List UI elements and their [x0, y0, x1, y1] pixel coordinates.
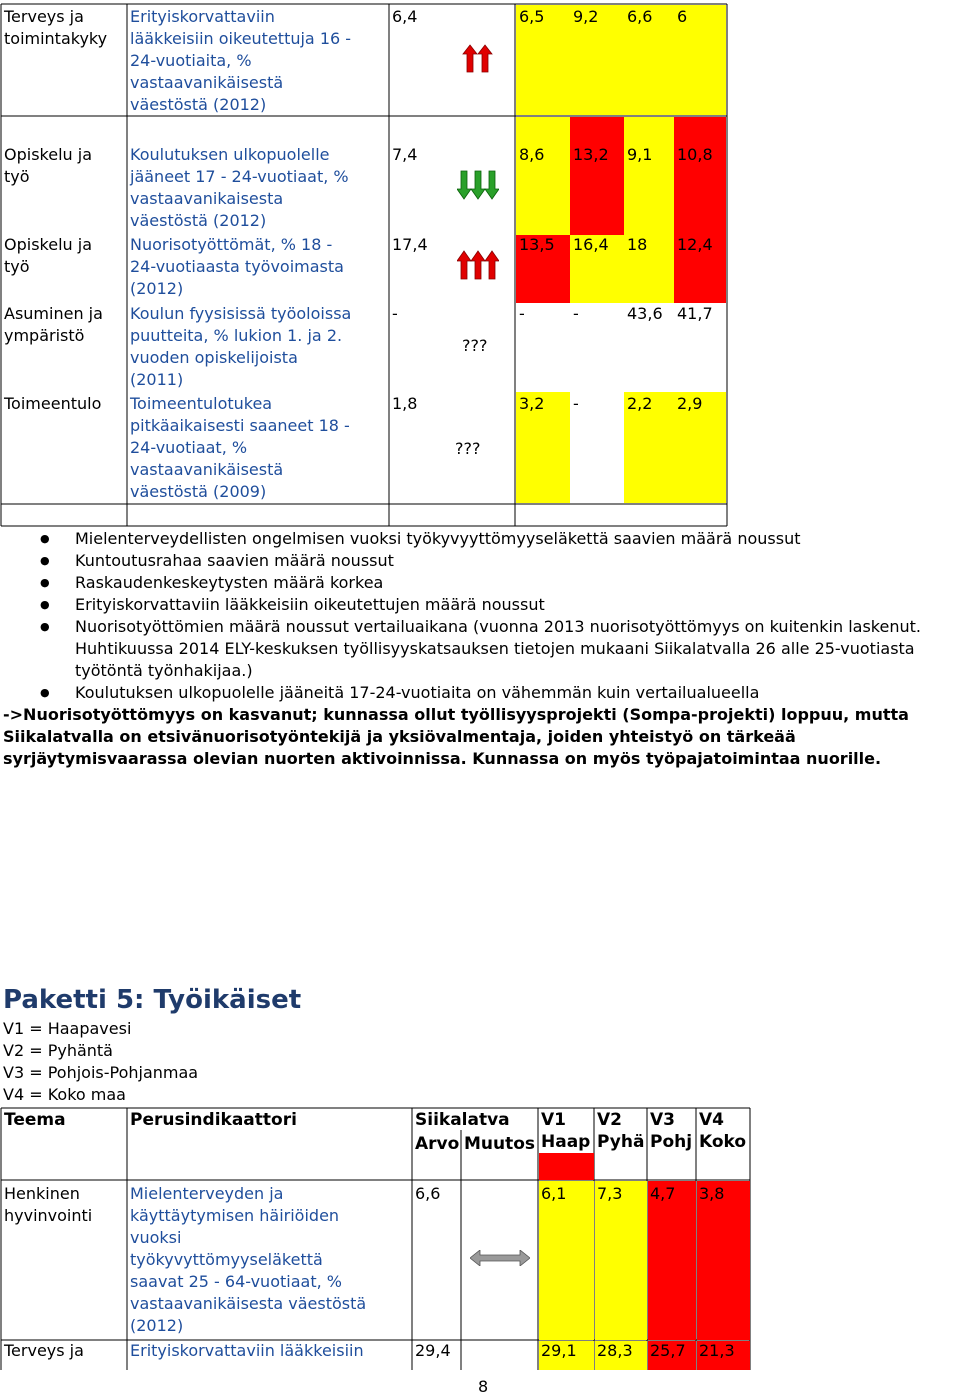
- row2-v2: 13,2: [573, 145, 609, 164]
- color-cell-r2-v1: [516, 117, 570, 235]
- header-v4-sub: Koko: [699, 1132, 747, 1152]
- header-indicator: Perusindikaattori: [130, 1110, 297, 1130]
- page-number: 8: [478, 1377, 489, 1396]
- header-siikalatva: Siikalatva: [415, 1110, 510, 1130]
- row3-v3: 18: [627, 235, 648, 254]
- row4-v2: -: [573, 304, 579, 323]
- legend-item: V2 = Pyhäntä: [3, 1041, 113, 1060]
- row2-value: 7,4: [392, 145, 418, 164]
- row3-indicator: Nuorisotyöttömät, % 18 - 24-vuotiaasta työvoimasta (2012): [130, 235, 344, 298]
- color-cell-r2-v4: [674, 117, 726, 235]
- brow2-v1: 29,1: [541, 1341, 577, 1360]
- list-item: ● Mielenterveydellisten ongelmisen vuoksi työkyvyyttömyyseläkettä saavien määrä noussut: [0, 528, 960, 550]
- row4-v4: 41,7: [677, 304, 713, 323]
- findings-list: [0, 528, 960, 704]
- row1-theme: Terveys ja toimintakyky: [4, 7, 108, 48]
- row4-trend: ???: [462, 336, 488, 355]
- row1-v1: 6,5: [519, 7, 545, 26]
- brow1-value: 6,6: [415, 1184, 441, 1203]
- header-theme: Teema: [4, 1110, 66, 1130]
- row2-v4: 10,8: [677, 145, 713, 164]
- row4-value: -: [392, 304, 398, 323]
- color-cell-r1-v1: [516, 5, 726, 115]
- header-v3-sub: Pohj: [650, 1132, 693, 1152]
- header-v2: V2: [597, 1110, 622, 1130]
- list-item: ● Kuntoutusrahaa saavien määrä noussut: [0, 550, 960, 572]
- header-v1-color: [539, 1153, 594, 1180]
- list-item: ● Koulutuksen ulkopuolelle jääneitä 17-24-vuotiaita on vähemmän kuin vertailualueella: [0, 682, 960, 704]
- trend-down-arrows-icon: [457, 170, 499, 200]
- trend-up-arrows-icon: [457, 250, 499, 280]
- brow1-indicator: Mielenterveyden ja käyttäytymisen häiriöiden vuoksi työkyvyttömyyseläkettä saavat 25 - 64-vuotiaat, % vastaavanikäisesta väestöstä (2012): [130, 1184, 367, 1335]
- row5-v4: 2,9: [677, 394, 703, 413]
- legend-item: V4 = Koko maa: [3, 1085, 126, 1104]
- row2-v3: 9,1: [627, 145, 653, 164]
- list-item: ● Erityiskorvattaviin lääkkeisiin oikeutettujen määrä noussut: [0, 594, 960, 616]
- row3-theme: Opiskelu ja työ: [4, 235, 92, 276]
- brow1-v1: 6,1: [541, 1184, 567, 1203]
- brow1-v2: 7,3: [597, 1184, 623, 1203]
- row5-v2: -: [573, 394, 579, 413]
- legend-item: V1 = Haapavesi: [3, 1019, 132, 1038]
- legend-item: V3 = Pohjois-Pohjanmaa: [3, 1063, 199, 1082]
- row4-v3: 43,6: [627, 304, 663, 323]
- header-v1-sub: Haap: [541, 1132, 591, 1152]
- section-title: Paketti 5: Työikäiset: [3, 985, 302, 1015]
- brow2-value: 29,4: [415, 1341, 451, 1360]
- row5-indicator: Toimeentulotukea pitkäaikaisesti saaneet 18 - 24-vuotiaat, % vastaavanikäisestä väestöstä (2009): [130, 394, 350, 501]
- brow1-theme: Henkinen hyvinvointi: [4, 1184, 93, 1225]
- brow1-v3: 4,7: [650, 1184, 676, 1203]
- color-cell-r2-v2: [570, 117, 624, 235]
- row1-value: 6,4: [392, 7, 418, 26]
- row3-v4: 12,4: [677, 235, 713, 254]
- summary-paragraph: ->Nuorisotyöttömyys on kasvanut; kunnassa ollut työllisyysprojekti (Sompa-projekti) loppuu, mutta Siikalatvalla on etsivänuorisotyöntekijä ja yksiövalmentaja, joiden yhteistyö on tärkeää syrjäytymisvaarassa olevian nuorten aktivoinnissa. Kunnassa on myös työpajatoimintaa nuorille.: [3, 705, 909, 768]
- brow1-v4: 3,8: [699, 1184, 725, 1203]
- row1-v2: 9,2: [573, 7, 599, 26]
- row1-v4: 6: [677, 7, 688, 26]
- header-arvo: Arvo: [415, 1134, 460, 1154]
- row5-trend: ???: [455, 439, 481, 458]
- row3-v2: 16,4: [573, 235, 609, 254]
- row1-v3: 6,6: [627, 7, 653, 26]
- color-cell-r2-v3: [624, 117, 674, 235]
- row4-indicator: Koulun fyysisissä työoloissa puutteita, % lukion 1. ja 2. vuoden opiskelijoista (2011): [130, 304, 352, 389]
- row4-v1: -: [519, 304, 525, 323]
- row1-indicator: Erityiskorvattaviin lääkkeisiin oikeutettuja 16 - 24-vuotiaita, % vastaavanikäisestä väestöstä (2012): [130, 7, 352, 114]
- list-item: ● Raskaudenkeskeytysten määrä korkea: [0, 572, 960, 594]
- row4-theme: Asuminen ja ympäristö: [4, 304, 103, 345]
- list-item: ● Nuorisotyöttömien määrä noussut vertailuaikana (vuonna 2013 nuorisotyöttömyys on kuitenkin laskenut. Huhtikuussa 2014 ELY-keskuksen työllisyyskatsauksen tietojen mukaani Siikalatvalla 26 alle 25-vuotiasta työtöntä työnhakijaa.): [0, 616, 960, 682]
- brow2-v4: 21,3: [699, 1341, 735, 1360]
- row5-v3: 2,2: [627, 394, 653, 413]
- trend-up-arrows-icon: [462, 44, 494, 74]
- brow2-v3: 25,7: [650, 1341, 686, 1360]
- header-v2-sub: Pyhä: [597, 1132, 645, 1152]
- header-v3: V3: [650, 1110, 675, 1130]
- header-v1: V1: [541, 1110, 566, 1130]
- brow2-theme: Terveys ja: [4, 1341, 84, 1360]
- brow2-v2: 28,3: [597, 1341, 633, 1360]
- row2-v1: 8,6: [519, 145, 545, 164]
- row3-v1: 13,5: [519, 235, 555, 254]
- trend-flat-arrow-icon: [470, 1250, 530, 1266]
- row2-theme: Opiskelu ja työ: [4, 145, 92, 186]
- row3-value: 17,4: [392, 235, 428, 254]
- row5-value: 1,8: [392, 394, 418, 413]
- header-v4: V4: [699, 1110, 724, 1130]
- row5-v1: 3,2: [519, 394, 545, 413]
- brow2-indicator: Erityiskorvattaviin lääkkeisiin: [130, 1341, 364, 1360]
- row5-theme: Toimeentulo: [4, 394, 102, 413]
- legend: [3, 1018, 198, 1106]
- row2-indicator: Koulutuksen ulkopuolelle jääneet 17 - 24-vuotiaat, % vastaavanikaisesta väestöstä (2012): [130, 145, 349, 230]
- header-muutos: Muutos: [464, 1134, 536, 1154]
